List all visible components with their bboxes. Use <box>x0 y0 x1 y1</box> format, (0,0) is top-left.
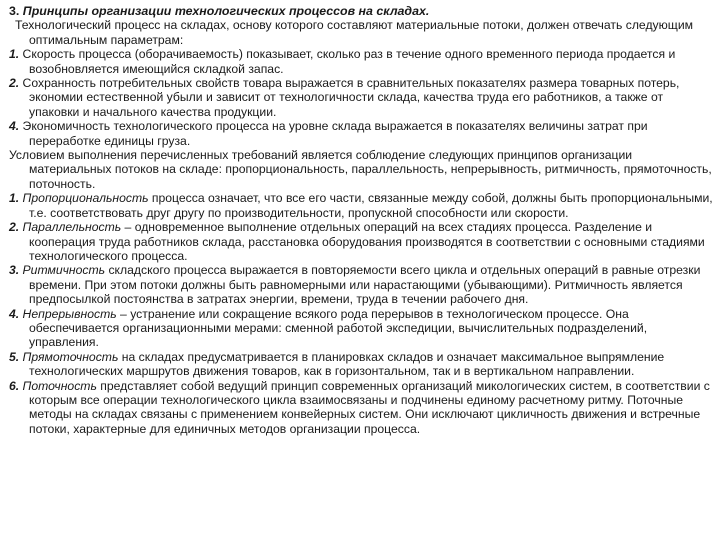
principle-item <box>9 263 714 306</box>
title-number: 3. <box>9 4 20 18</box>
principle-item <box>9 379 714 437</box>
param-text: Сохранность потребительных свойств товара выражается в сравнительных показателях размера товарных потерь, экономии естественной убыли и зависит от технологичности склада, качества труда его работников, а также от упаковки и начального качества продукции. <box>19 76 680 119</box>
principle-term: Параллельность <box>19 220 122 235</box>
document-body <box>9 4 714 436</box>
param-item <box>9 76 714 119</box>
principle-number: 5. <box>9 349 20 364</box>
principle-term: Пропорциональность <box>19 191 149 206</box>
principle-number: 3. <box>9 263 20 278</box>
param-text: Скорость процесса (оборачиваемость) показывает, сколько раз в течение одного временного периода продается и возобновляется имеющийся складкой запас. <box>19 47 676 76</box>
principle-term: Непрерывность <box>19 306 117 321</box>
condition-paragraph: Условием выполнения перечисленных требований является соблюдение следующих принципов организации материальных потоков на складе: пропорциональность, параллельность, непрерывность, ритмичность, прямоточность, поточность. <box>9 148 712 191</box>
principle-item <box>9 220 714 263</box>
principle-number: 2. <box>9 220 20 235</box>
param-number: 2. <box>9 76 20 91</box>
param-number: 4. <box>9 119 20 134</box>
principle-number: 4. <box>9 306 20 321</box>
principle-item <box>9 307 714 350</box>
param-number: 1. <box>9 47 20 62</box>
intro-paragraph: Технологический процесс на складах, основу которого составляют материальные потоки, должен отвечать следующим оптимальным параметрам: <box>15 18 694 47</box>
param-item <box>9 119 714 148</box>
principle-text: процесса означает, что все его части, связанные между собой, должны быть пропорциональными, т.е. соответствовать друг другу по производительности, пропускной способности или скорости. <box>29 191 713 220</box>
principle-number: 1. <box>9 191 20 206</box>
document-title <box>9 4 714 18</box>
principle-term: Поточность <box>19 378 97 393</box>
title-text: Принципы организации технологических процессов на складах. <box>19 4 430 18</box>
principle-term: Ритмичность <box>19 263 106 278</box>
principle-item <box>9 350 714 379</box>
principle-number: 6. <box>9 378 20 393</box>
principle-item <box>9 191 714 220</box>
principle-text: – одновременное выполнение отдельных операций на всех стадиях процесса. Разделение и кооперация труда работников склада, расстановка оборудования производятся в соответствии с основными стадиями технологического процесса. <box>29 220 705 263</box>
principle-text: складского процесса выражается в повторяемости всего цикла и отдельных операций в равные отрезки времени. При этом потоки должны быть равномерными или нарастающими (убывающими). Ритмичность является предпосылкой постоянства в затратах энергии, времени, труда в течении рабочего дня. <box>29 263 701 307</box>
principle-term: Прямоточность <box>19 349 119 364</box>
principle-text: на складах предусматривается в планировках складов и означает максимальное выпрямление технологических маршрутов движения товаров, как в горизонтальном, так и в вертикальном направлении. <box>29 349 665 379</box>
param-text: Экономичность технологического процесса на уровне склада выражается в показателях величины затрат при переработке единицы груза. <box>19 119 648 148</box>
param-item <box>9 47 714 76</box>
principle-text: – устранение или сокращение всякого рода перерывов в технологическом процессе. Она обеспечивается организационными мерами: сменной работой экспедиции, вычислительных подразделений, управления. <box>29 306 648 350</box>
principle-text: представляет собой ведущий принцип современных организаций микологических систем, в соответствии с которым все операции технологического цикла взаимосвязаны и подчинены единому расчетному ритму. Поточные методы на складах связаны с применением конвейерных систем. Они исключают цикличность движения и встречные потоки, характерные для единичных методов организации процесса. <box>29 378 710 436</box>
